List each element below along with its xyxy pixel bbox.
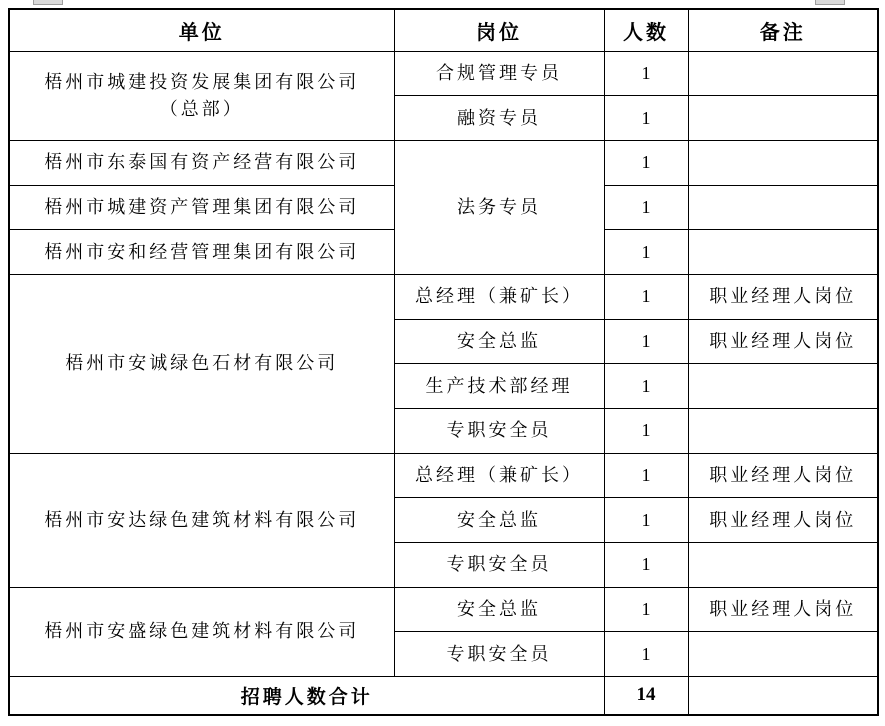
unit-name-line2: （总部）: [159, 98, 244, 119]
count-cell: 1: [604, 364, 688, 409]
remark-cell: [688, 230, 878, 275]
count-cell: 1: [604, 51, 688, 96]
position-cell: 专职安全员: [394, 632, 604, 677]
unit-name: 梧州市城建投资发展集团有限公司: [44, 71, 360, 92]
unit-cell: 梧州市城建资产管理集团有限公司: [9, 185, 394, 230]
unit-cell: 梧州市安达绿色建筑材料有限公司: [9, 453, 394, 587]
table-row: [9, 51, 878, 96]
total-label: 招聘人数合计: [9, 677, 604, 715]
total-remark-cell: [688, 677, 878, 715]
count-cell: 1: [604, 632, 688, 677]
unit-cell: 梧州市东泰国有资产经营有限公司: [9, 140, 394, 185]
remark-cell: 职业经理人岗位: [688, 587, 878, 632]
image-resize-handle-icon[interactable]: [815, 0, 845, 5]
position-cell: 总经理（兼矿长）: [394, 453, 604, 498]
col-header-unit: 单位: [9, 9, 394, 51]
header-row: [9, 9, 878, 51]
table-row: [9, 274, 878, 319]
image-resize-handle-icon[interactable]: [33, 0, 63, 5]
count-cell: 1: [604, 274, 688, 319]
table-row: [9, 587, 878, 632]
position-cell: 生产技术部经理: [394, 364, 604, 409]
remark-cell: 职业经理人岗位: [688, 274, 878, 319]
remark-cell: [688, 140, 878, 185]
remark-cell: 职业经理人岗位: [688, 319, 878, 364]
position-cell: 专职安全员: [394, 543, 604, 588]
count-cell: 1: [604, 140, 688, 185]
remark-cell: [688, 543, 878, 588]
remark-cell: [688, 409, 878, 454]
count-cell: 1: [604, 543, 688, 588]
unit-cell: 梧州市安和经营管理集团有限公司: [9, 230, 394, 275]
position-cell: 合规管理专员: [394, 51, 604, 96]
unit-cell: 梧州市安诚绿色石材有限公司: [9, 274, 394, 453]
count-cell: 1: [604, 96, 688, 141]
remark-cell: [688, 364, 878, 409]
table-row: [9, 453, 878, 498]
total-count: 14: [604, 677, 688, 715]
count-cell: 1: [604, 498, 688, 543]
remark-cell: 职业经理人岗位: [688, 498, 878, 543]
remark-cell: [688, 632, 878, 677]
position-cell: 专职安全员: [394, 409, 604, 454]
remark-cell: [688, 96, 878, 141]
unit-cell: 梧州市安盛绿色建筑材料有限公司: [9, 587, 394, 676]
position-cell: 安全总监: [394, 587, 604, 632]
count-cell: 1: [604, 453, 688, 498]
total-row: [9, 677, 878, 715]
count-cell: 1: [604, 185, 688, 230]
position-cell: 安全总监: [394, 319, 604, 364]
position-cell: 法务专员: [394, 140, 604, 274]
remark-cell: [688, 51, 878, 96]
remark-cell: 职业经理人岗位: [688, 453, 878, 498]
col-header-count: 人数: [604, 9, 688, 51]
position-cell: 融资专员: [394, 96, 604, 141]
col-header-position: 岗位: [394, 9, 604, 51]
position-cell: 安全总监: [394, 498, 604, 543]
count-cell: 1: [604, 587, 688, 632]
remark-cell: [688, 185, 878, 230]
table-row: [9, 140, 878, 185]
unit-cell: [9, 51, 394, 140]
col-header-remark: 备注: [688, 9, 878, 51]
count-cell: 1: [604, 409, 688, 454]
position-cell: 总经理（兼矿长）: [394, 274, 604, 319]
count-cell: 1: [604, 319, 688, 364]
count-cell: 1: [604, 230, 688, 275]
recruitment-table: [8, 8, 879, 716]
